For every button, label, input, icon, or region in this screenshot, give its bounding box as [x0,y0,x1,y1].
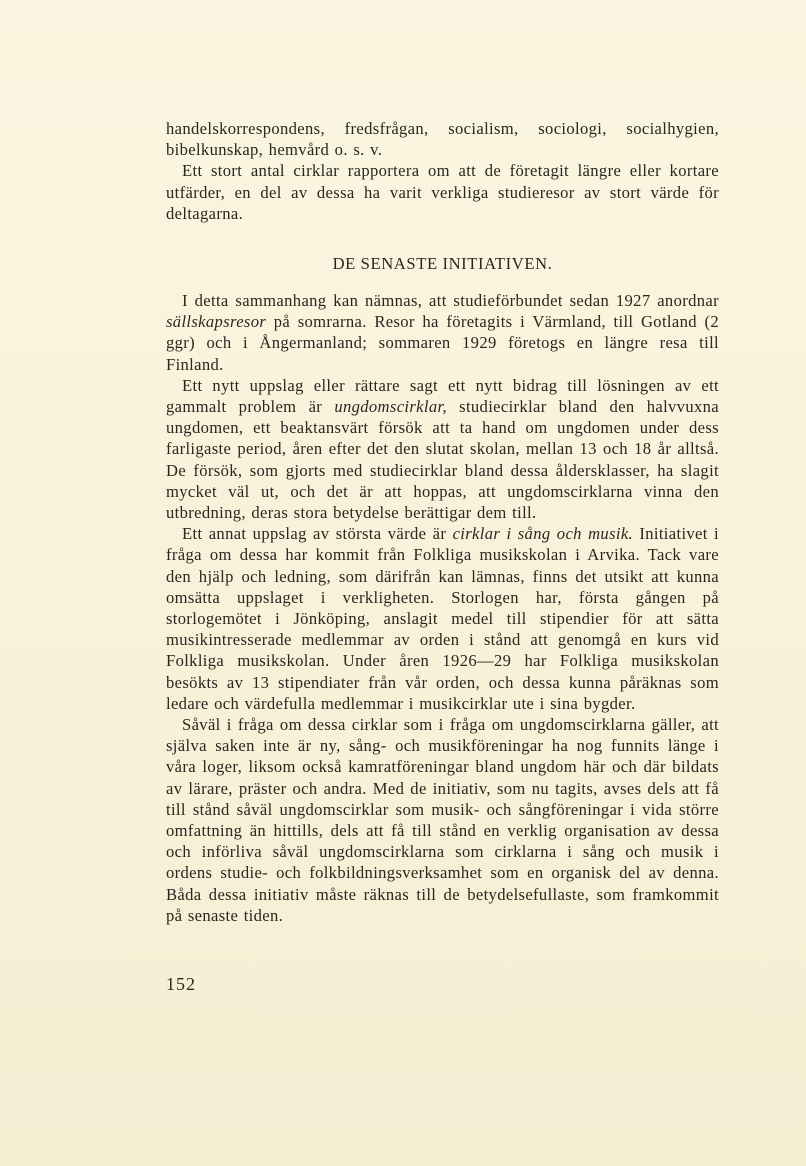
text-run: studiecirklar bland den halvvuxna ungdomen, ett beaktansvärt försök att ta hand om ungdomen under dess farligaste period, åren efter det den slutat skolan, mellan 13 och 18 år alltså. De försök, som gjorts med studiecirklar bland dessa åldersklasser, ha slagit mycket väl ut, och det är att hoppas, att ungdomscirklarna vinna den utbredning, deras stora betydelse berättigar dem till. [166,397,719,523]
text-run: Initiativet i fråga om dessa har kommit från Folkliga musikskolan i Arvika. Tack vare den hjälp och ledning, som därifrån kan lämnas, finns det utsikt att kunna omsätta uppslaget i verkligheten. Storlogen har, första gången på storlogemötet i Jönköping, anslagit medel till stipendier för att sätta musikintresserade medlemmar av orden i stånd att genomgå en kurs vid Folkliga musikskolan. Under åren 1926—29 har Folkliga musikskolan besökts av 13 stipendiater från vår orden, och dessa kunna påräknas som ledare och värdefulla medlemmar i musikcirklar ute i sina bygder. [166,524,719,713]
paragraph-music-circles [166,523,719,714]
intro-text-block [166,118,719,224]
paragraph-travel [166,290,719,375]
text-run: I detta sammanhang kan nämnas, att studieförbundet sedan 1927 anordnar [182,291,719,310]
text-run: Ett nytt uppslag eller rättare sagt ett nytt bidrag till lösningen av ett gammalt problem är [166,375,719,417]
paragraph-intro-continuation: handelskorrespondens, fredsfrågan, socialism, sociologi, socialhygien, bibelkunskap, hemvård o. s. v. [166,119,719,160]
paragraph-youth-circles [166,375,719,523]
emphasis-ungdomscirklar: ungdomscirklar, [334,397,447,417]
paragraph-excursions: Ett stort antal cirklar rapportera om att de företagit längre eller kortare utfärder, en del av dessa ha varit verkliga studieresor av stort värde för deltagarna. [166,161,719,223]
page-number: 152 [166,974,196,994]
paragraph-initiatives: Såväl i fråga om dessa cirklar som i fråga om ungdomscirklarna gäller, att själva saken inte är ny, sång- och musikföreningar ha nog funnits länge i våra loger, liksom också kamratföreningar bland ungdom här och där bildats av lärare, präster och andra. Med de initiativ, som nu tagits, avses dels att få till stånd såväl ungdomscirklar som musik- och sångföreningar i vida större omfattning än hittills, dels att få till stånd en verklig organisation av dessa och införliva såväl ungdomscirklarna som cirklarna i sång och musik i ordens studie- och folkbildningsverksamhet som en organisk del av denna. Båda dessa initiativ måste räknas till de betydelsefullaste, som framkommit på senaste tiden. [166,715,719,925]
emphasis-sallskapsresor: sällskapsresor [166,312,267,332]
emphasis-cirklar-sang-musik: cirklar i sång och musik. [452,524,634,544]
text-run: på somrarna. Resor ha företagits i Värmland, till Gotland (2 ggr) och i Ångermanland; sommaren 1929 företogs en längre resa till Finland. [166,312,719,374]
text-run: Ett annat uppslag av största värde är [182,524,453,544]
section-heading: DE SENASTE INITIATIVEN. [332,254,553,273]
section-text-block [166,290,719,926]
